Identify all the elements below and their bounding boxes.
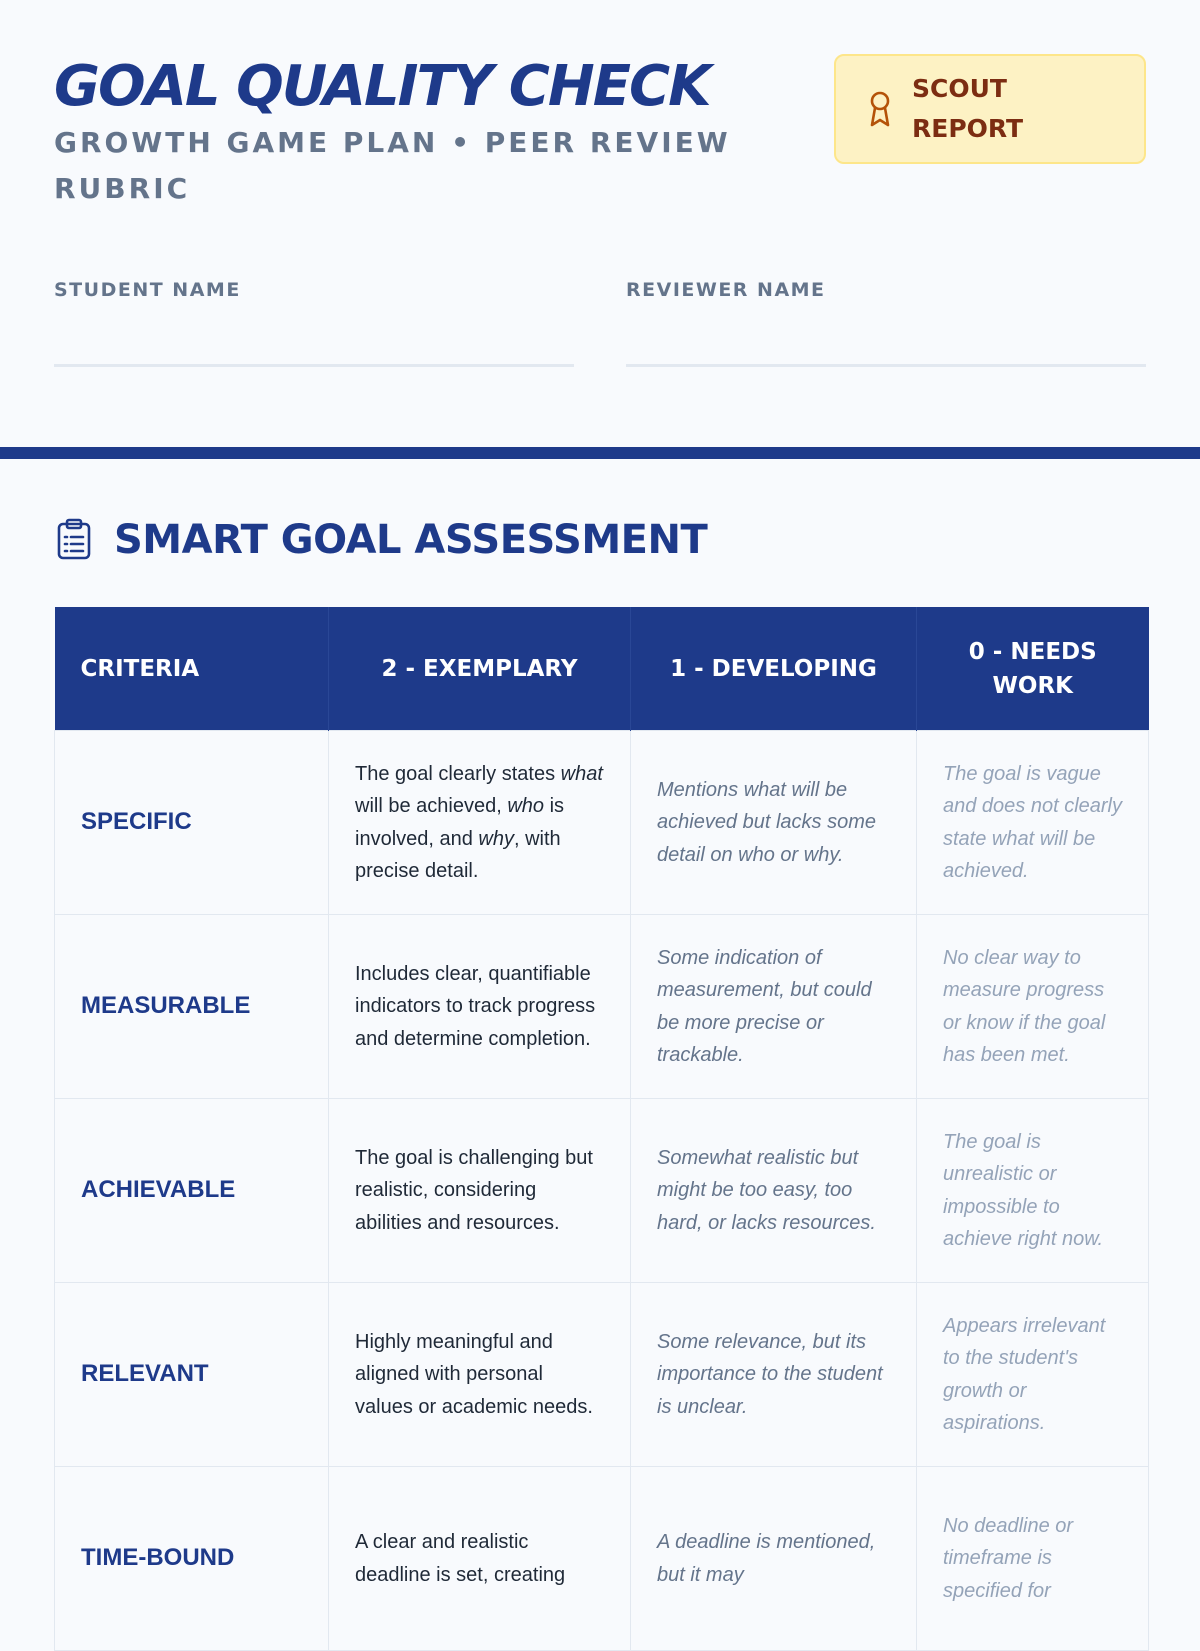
developing-cell: Some indication of measurement, but could be more precise or trackable. [631,915,917,1099]
exemplary-cell: The goal clearly states what will be achieved, who is involved, and why, with precise detail. [329,731,631,915]
header-criteria: CRITERIA [55,607,329,731]
student-name-line[interactable] [54,364,574,367]
criteria-cell: RELEVANT [55,1283,329,1467]
header-exemplary: 2 - EXEMPLARY [329,607,631,731]
criteria-cell: MEASURABLE [55,915,329,1099]
needs-work-cell: No deadline or timeframe is specified for [917,1467,1149,1651]
header [54,0,1148,448]
reviewer-name-field[interactable] [626,276,1146,304]
criteria-cell: TIME-BOUND [55,1467,329,1651]
student-name-field[interactable] [54,276,574,304]
rubric-table [54,607,1149,1651]
criteria-cell: ACHIEVABLE [55,1099,329,1283]
student-name-label: STUDENT NAME [54,279,241,301]
reviewer-name-label: REVIEWER NAME [626,279,826,301]
section-divider [0,447,1200,459]
criteria-cell: SPECIFIC [55,731,329,915]
developing-cell: Mentions what will be achieved but lacks some detail on who or why. [631,731,917,915]
page-title: GOAL QUALITY CHECK [54,54,710,119]
header-needs-work: 0 - NEEDS WORK [917,607,1149,731]
needs-work-cell: Appears irrelevant to the student's growth or aspirations. [917,1283,1149,1467]
table-row [55,1099,1149,1283]
developing-cell: Somewhat realistic but might be too easy, too hard, or lacks resources. [631,1099,917,1283]
table-row [55,731,1149,915]
needs-work-cell: No clear way to measure progress or know if the goal has been met. [917,915,1149,1099]
header-developing: 1 - DEVELOPING [631,607,917,731]
rubric-header-row [55,607,1149,731]
developing-cell: A deadline is mentioned, but it may [631,1467,917,1651]
section-title: SMART GOAL ASSESSMENT [114,517,708,563]
exemplary-cell: A clear and realistic deadline is set, creating [329,1467,631,1651]
exemplary-cell: Includes clear, quantifiable indicators to track progress and determine completion. [329,915,631,1099]
scout-report-badge [834,54,1146,164]
table-row [55,1467,1149,1651]
needs-work-cell: The goal is vague and does not clearly state what will be achieved. [917,731,1149,915]
exemplary-cell: The goal is challenging but realistic, considering abilities and resources. [329,1099,631,1283]
page-subtitle: GROWTH GAME PLAN • PEER REVIEW RUBRIC [54,126,731,205]
reviewer-name-line[interactable] [626,364,1146,367]
table-row [55,1283,1149,1467]
needs-work-cell: The goal is unrealistic or impossible to achieve right now. [917,1099,1149,1283]
clipboard-list-icon [54,518,94,562]
badge-label: SCOUT REPORT [912,74,1024,143]
developing-cell: Some relevance, but its importance to the student is unclear. [631,1283,917,1467]
table-row [55,915,1149,1099]
exemplary-cell: Highly meaningful and aligned with personal values or academic needs. [329,1283,631,1467]
award-ribbon-icon [866,89,894,129]
section-heading [54,512,707,568]
